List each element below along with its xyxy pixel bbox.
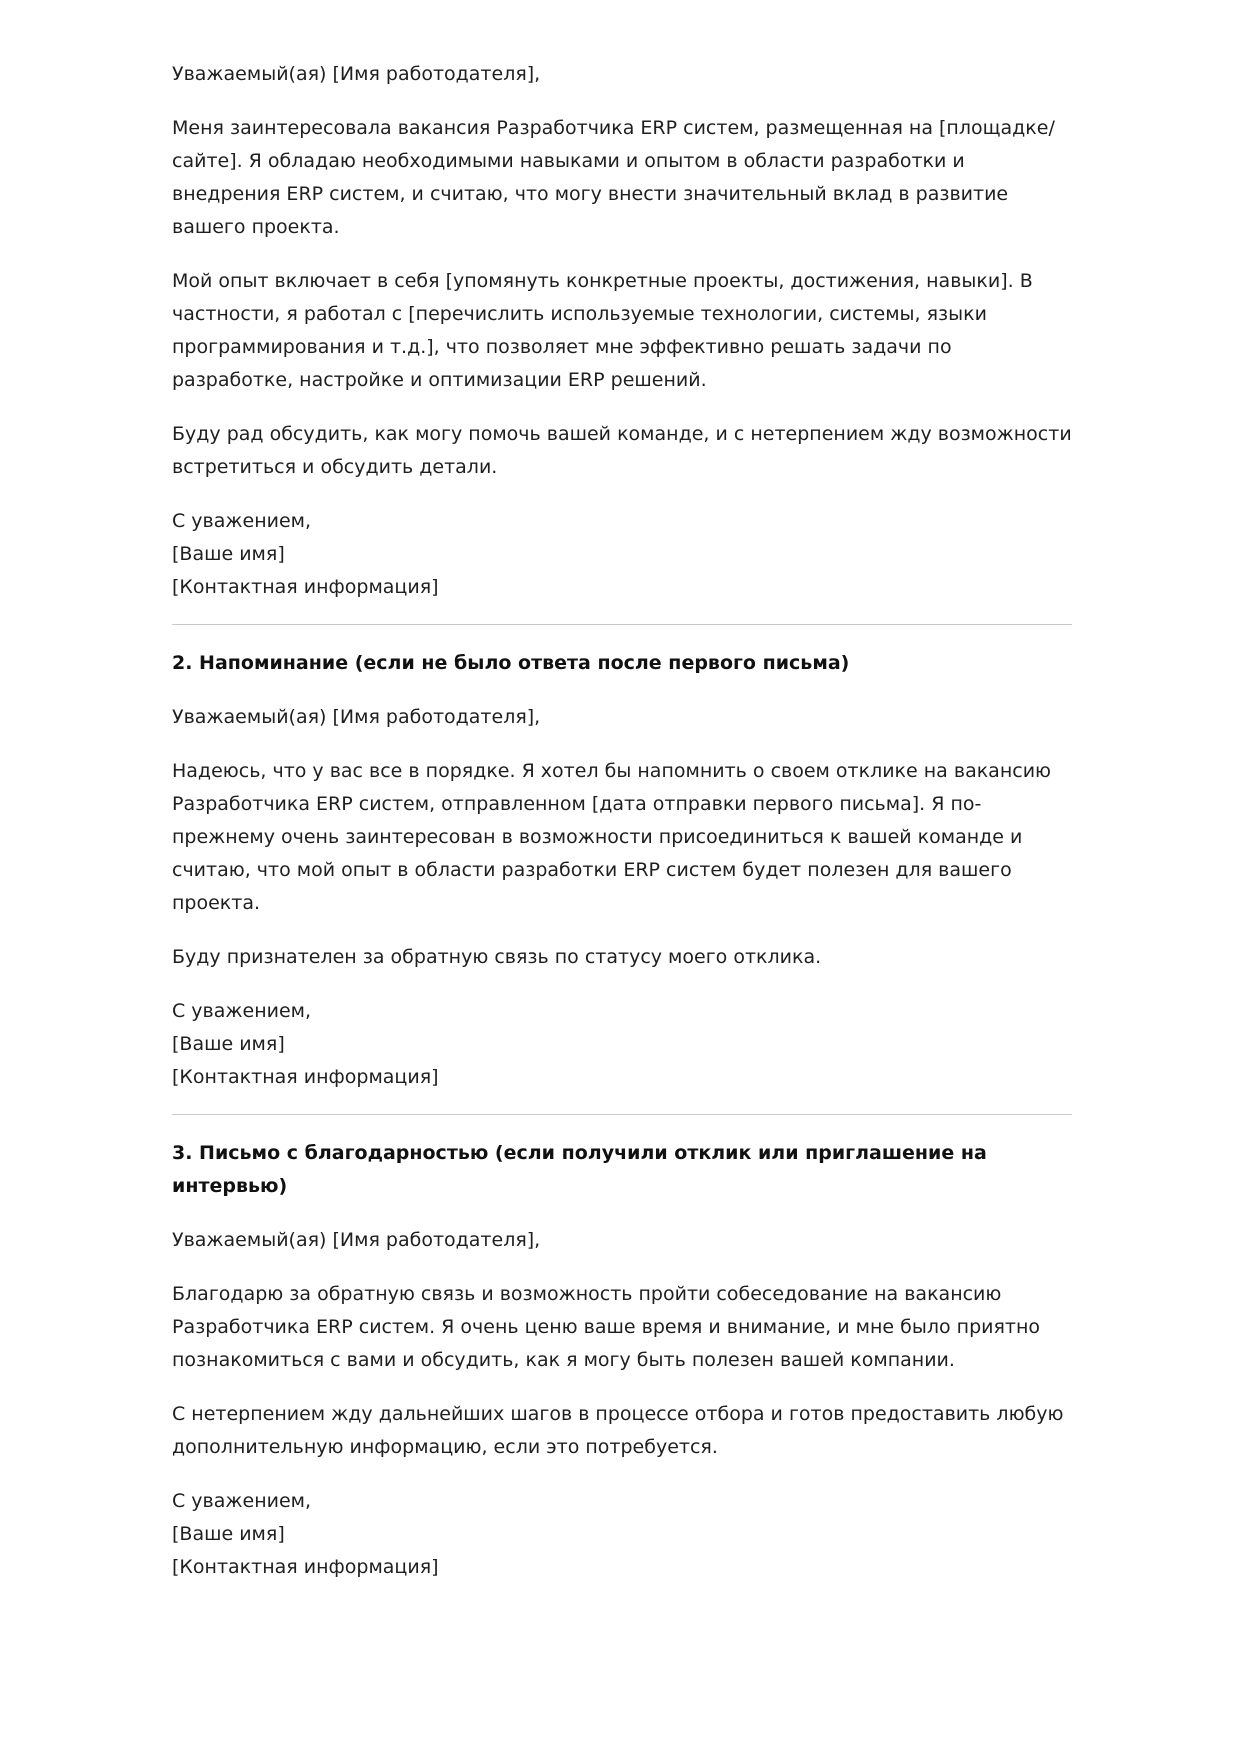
letter1-paragraph-2: Мой опыт включает в себя [упомянуть конкретные проекты, достижения, навыки]. В частности, я работал с [перечислить используемые технологии, системы, языки программирования и т.д.], что позволяет мне эффективно решать задачи по разработке, настройке и оптимизации ERP решений.: [172, 270, 1033, 391]
letter3-name: [Ваше имя]: [172, 1523, 285, 1545]
letter1-contact: [Контактная информация]: [172, 576, 439, 598]
document-page: [172, 58, 1072, 1604]
section-divider: [172, 1114, 1072, 1115]
letter-thank-you: [172, 1137, 1072, 1584]
letter1-paragraph-1: Меня заинтересовала вакансия Разработчика ERP систем, размещенная на [площадке/сайте]. Я обладаю необходимыми навыками и опытом в области разработки и внедрения ERP систем, и считаю, что могу внести значительный вклад в развитие вашего проекта.: [172, 117, 1055, 238]
letter1-greeting: Уважаемый(ая) [Имя работодателя],: [172, 63, 541, 85]
letter2-signature: [172, 995, 1072, 1094]
letter1-name: [Ваше имя]: [172, 543, 285, 565]
letter2-contact: [Контактная информация]: [172, 1066, 439, 1088]
letter2-name: [Ваше имя]: [172, 1033, 285, 1055]
letter3-closing: С уважением,: [172, 1490, 312, 1512]
letter3-paragraph-1: Благодарю за обратную связь и возможность пройти собеседование на вакансию Разработчика ERP систем. Я очень ценю ваше время и внимание, и мне было приятно познакомиться с вами и обсудить, как я могу быть полезен вашей компании.: [172, 1283, 1041, 1371]
letter3-signature: [172, 1485, 1072, 1584]
letter-reminder: [172, 647, 1072, 1094]
letter2-paragraph-1: Надеюсь, что у вас все в порядке. Я хотел бы напомнить о своем отклике на вакансию Разработчика ERP систем, отправленном [дата отправки первого письма]. Я по-прежнему очень заинтересован в возможности присоединиться к вашей команде и считаю, что мой опыт в области разработки ERP систем будет полезен для вашего проекта.: [172, 760, 1052, 914]
letter3-paragraph-2: С нетерпением жду дальнейших шагов в процессе отбора и готов предоставить любую дополнительную информацию, если это потребуется.: [172, 1403, 1064, 1458]
letter1-signature: [172, 505, 1072, 604]
letter-initial: [172, 58, 1072, 604]
letter3-heading: 3. Письмо с благодарностью (если получили отклик или приглашение на интервью): [172, 1142, 987, 1197]
letter3-greeting: Уважаемый(ая) [Имя работодателя],: [172, 1229, 541, 1251]
letter2-paragraph-2: Буду признателен за обратную связь по статусу моего отклика.: [172, 946, 822, 968]
letter2-closing: С уважением,: [172, 1000, 312, 1022]
letter2-heading: 2. Напоминание (если не было ответа после первого письма): [172, 652, 850, 674]
letter1-paragraph-3: Буду рад обсудить, как могу помочь вашей команде, и с нетерпением жду возможности встретиться и обсудить детали.: [172, 423, 1072, 478]
letter1-closing: С уважением,: [172, 510, 312, 532]
section-divider: [172, 624, 1072, 625]
letter3-contact: [Контактная информация]: [172, 1556, 439, 1578]
letter2-greeting: Уважаемый(ая) [Имя работодателя],: [172, 706, 541, 728]
